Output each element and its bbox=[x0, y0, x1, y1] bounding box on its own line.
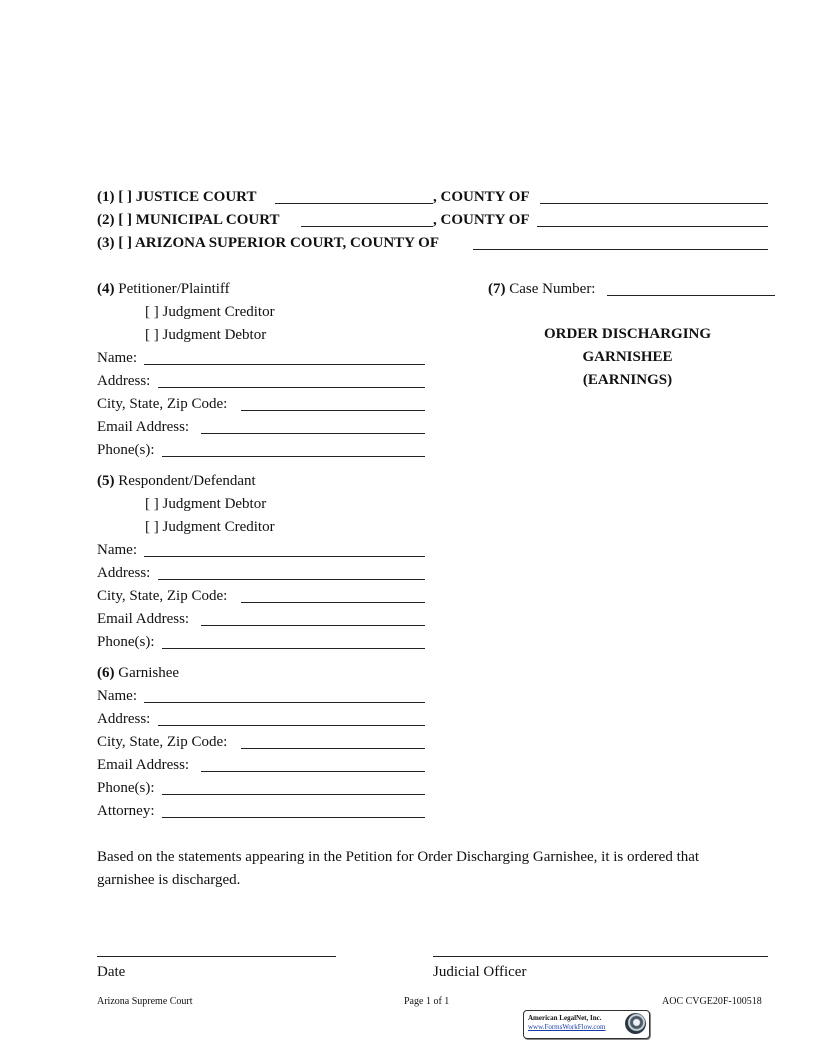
garnishee-address-label: Address: bbox=[97, 711, 151, 727]
officer-signature-line[interactable] bbox=[433, 956, 768, 957]
garnishee-email-label: Email Address: bbox=[97, 757, 190, 773]
court-number: (2) bbox=[97, 212, 115, 228]
respondent-address-label: Address: bbox=[97, 565, 151, 581]
respondent-option-debtor[interactable]: [ ] Judgment Debtor bbox=[145, 496, 267, 512]
case-number-label bbox=[488, 280, 595, 298]
petitioner-city-label: City, State, Zip Code: bbox=[97, 396, 228, 412]
petitioner-city-field[interactable] bbox=[241, 410, 425, 411]
court-option-justice bbox=[97, 188, 257, 206]
justice-county-blank[interactable] bbox=[540, 203, 768, 204]
garnishee-name-label: Name: bbox=[97, 688, 137, 704]
respondent-city-label: City, State, Zip Code: bbox=[97, 588, 228, 604]
badge-company: American LegalNet, Inc. bbox=[528, 1014, 602, 1022]
court-option-municipal bbox=[97, 211, 280, 229]
petitioner-name-field[interactable] bbox=[144, 364, 425, 365]
petitioner-email-label: Email Address: bbox=[97, 419, 190, 435]
court-number: (1) bbox=[97, 189, 115, 205]
section-number: (6) bbox=[97, 665, 115, 681]
document-title bbox=[480, 323, 775, 392]
respondent-email-field[interactable] bbox=[201, 625, 425, 626]
justice-court-blank[interactable] bbox=[275, 203, 433, 204]
respondent-name-label: Name: bbox=[97, 542, 137, 558]
footer-page-number: Page 1 of 1 bbox=[404, 996, 450, 1007]
order-text-line-2: garnishee is discharged. bbox=[97, 872, 241, 888]
petitioner-option-creditor[interactable]: [ ] Judgment Creditor bbox=[145, 304, 275, 320]
garnishee-address-field[interactable] bbox=[158, 725, 425, 726]
respondent-city-field[interactable] bbox=[241, 602, 425, 603]
garnishee-attorney-field[interactable] bbox=[162, 817, 425, 818]
petitioner-phone-field[interactable] bbox=[162, 456, 425, 457]
respondent-option-creditor[interactable]: [ ] Judgment Creditor bbox=[145, 519, 275, 535]
garnishee-email-field[interactable] bbox=[201, 771, 425, 772]
footer-left: Arizona Supreme Court bbox=[97, 996, 193, 1007]
case-number-text: Case Number: bbox=[509, 281, 596, 297]
court-checkbox[interactable]: [ ] bbox=[118, 212, 132, 228]
title-line-3: (EARNINGS) bbox=[582, 372, 673, 388]
section-title: Garnishee bbox=[118, 665, 180, 681]
order-text-line-1: Based on the statements appearing in the Petition for Order Discharging Garnishee, it is ordered that bbox=[97, 849, 700, 865]
date-signature-line[interactable] bbox=[97, 956, 336, 957]
section-number: (5) bbox=[97, 473, 115, 489]
respondent-phone-field[interactable] bbox=[162, 648, 425, 649]
petitioner-heading bbox=[97, 280, 230, 298]
petitioner-address-field[interactable] bbox=[158, 387, 425, 388]
title-line-2: GARNISHEE bbox=[582, 349, 673, 365]
municipal-county-blank[interactable] bbox=[537, 226, 768, 227]
municipal-court-blank[interactable] bbox=[301, 226, 433, 227]
garnishee-phone-label: Phone(s): bbox=[97, 780, 155, 796]
court-label: ARIZONA SUPERIOR COURT, COUNTY OF bbox=[134, 235, 440, 251]
county-of-label: , COUNTY OF bbox=[433, 212, 530, 228]
section-number: (7) bbox=[488, 281, 506, 297]
garnishee-attorney-label: Attorney: bbox=[97, 803, 155, 819]
garnishee-city-label: City, State, Zip Code: bbox=[97, 734, 228, 750]
respondent-name-field[interactable] bbox=[144, 556, 425, 557]
court-label: MUNICIPAL COURT bbox=[135, 212, 280, 228]
county-of-label: , COUNTY OF bbox=[433, 189, 530, 205]
respondent-heading bbox=[97, 472, 256, 490]
date-label: Date bbox=[97, 964, 126, 980]
title-line-1: ORDER DISCHARGING bbox=[543, 326, 712, 342]
respondent-address-field[interactable] bbox=[158, 579, 425, 580]
legalnet-badge[interactable] bbox=[523, 1010, 650, 1039]
section-number: (4) bbox=[97, 281, 115, 297]
court-checkbox[interactable]: [ ] bbox=[118, 189, 132, 205]
case-number-field[interactable] bbox=[607, 295, 775, 296]
court-label: JUSTICE COURT bbox=[135, 189, 257, 205]
badge-url-link[interactable]: www.FormsWorkFlow.com bbox=[528, 1023, 606, 1031]
garnishee-heading bbox=[97, 664, 179, 682]
garnishee-name-field[interactable] bbox=[144, 702, 425, 703]
globe-logo-icon bbox=[625, 1013, 646, 1034]
petitioner-option-debtor[interactable]: [ ] Judgment Debtor bbox=[145, 327, 267, 343]
garnishee-phone-field[interactable] bbox=[162, 794, 425, 795]
petitioner-address-label: Address: bbox=[97, 373, 151, 389]
superior-county-blank[interactable] bbox=[473, 249, 768, 250]
section-title: Petitioner/Plaintiff bbox=[118, 281, 230, 297]
petitioner-email-field[interactable] bbox=[201, 433, 425, 434]
respondent-phone-label: Phone(s): bbox=[97, 634, 155, 650]
court-option-superior bbox=[97, 234, 439, 252]
court-checkbox[interactable]: [ ] bbox=[118, 235, 132, 251]
garnishee-city-field[interactable] bbox=[241, 748, 425, 749]
respondent-email-label: Email Address: bbox=[97, 611, 190, 627]
petitioner-name-label: Name: bbox=[97, 350, 137, 366]
court-number: (3) bbox=[97, 235, 115, 251]
judicial-officer-label: Judicial Officer bbox=[433, 964, 527, 980]
petitioner-phone-label: Phone(s): bbox=[97, 442, 155, 458]
section-title: Respondent/Defendant bbox=[118, 473, 256, 489]
footer-form-code: AOC CVGE20F-100518 bbox=[662, 996, 762, 1007]
